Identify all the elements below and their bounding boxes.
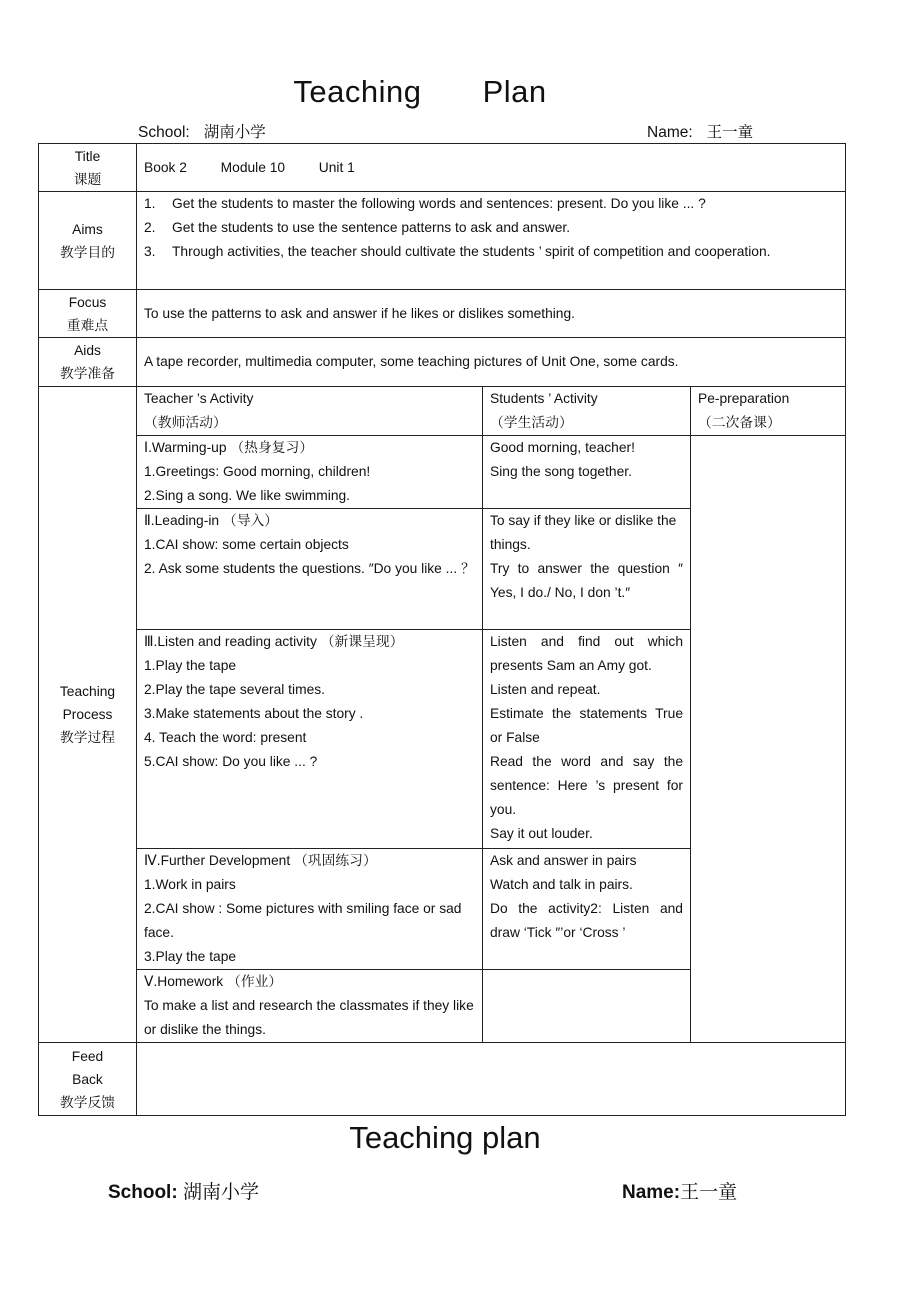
teacher-activity: Ⅳ.Further Development （巩固练习） 1.Work in pairs 2.CAI show : Some pictures with smiling face or sad face. 3.Play the tape bbox=[137, 849, 483, 970]
school-field bbox=[138, 120, 266, 142]
aims-list-cell bbox=[137, 192, 846, 290]
teacher-activity: Ⅰ.Warming-up （热身复习） 1.Greetings: Good morning, children! 2.Sing a song. We like swimming. bbox=[137, 436, 483, 509]
aim-item: 2. Get the students to use the sentence patterns to ask and answer. bbox=[144, 220, 571, 235]
process-section-warmup bbox=[39, 436, 846, 509]
title-value bbox=[137, 144, 846, 192]
label-title: Title 课题 bbox=[39, 144, 137, 192]
school-value: 湖南小学 bbox=[203, 124, 266, 141]
page2-title: Teaching plan bbox=[349, 1120, 541, 1155]
col-teacher-header: Teacher ’s Activity （教师活动） bbox=[137, 387, 483, 436]
page-title: Teaching Plan bbox=[293, 74, 547, 109]
section-heading: Ⅳ.Further Development （巩固练习） bbox=[144, 853, 377, 868]
aim-item: 3. Through activities, the teacher should cultivate the students ’ spirit of competition and cooperation. bbox=[144, 244, 771, 259]
students-activity: Good morning, teacher! Sing the song together. bbox=[483, 436, 691, 509]
label-focus: Focus 重难点 bbox=[39, 290, 137, 338]
aim-item: 1. Get the students to master the following words and sentences: present. Do you like ... ? bbox=[144, 196, 706, 211]
row-aids bbox=[39, 338, 846, 387]
teaching-plan-table bbox=[38, 143, 846, 1116]
students-activity: Listen and find out which presents Sam an Amy got. Listen and repeat. Estimate the statements True or False Read the word and say the sentence: Here ’s present for you. Say it out louder. bbox=[483, 630, 691, 849]
aids-text: A tape recorder, multimedia computer, some teaching pictures of Unit One, some cards. bbox=[137, 338, 846, 387]
section-heading: Ⅰ.Warming-up （热身复习） bbox=[144, 440, 314, 455]
row-aims bbox=[39, 192, 846, 290]
page2-name-field bbox=[622, 1177, 737, 1204]
module: Module 10 bbox=[220, 159, 286, 175]
section-heading: Ⅴ.Homework （作业） bbox=[144, 974, 283, 989]
prep-notes bbox=[691, 436, 846, 1043]
label-feedback: Feed Back 教学反馈 bbox=[39, 1043, 137, 1116]
students-activity bbox=[483, 970, 691, 1043]
page2-school-label: School: bbox=[108, 1182, 178, 1203]
unit: Unit 1 bbox=[318, 159, 355, 175]
name-label: Name: bbox=[647, 124, 693, 141]
label-process: Teaching Process 教学过程 bbox=[39, 387, 137, 1043]
col-students-header: Students ’ Activity （学生活动） bbox=[483, 387, 691, 436]
page2-name-label: Name: bbox=[622, 1182, 681, 1203]
teacher-activity: Ⅱ.Leading-in （导入） 1.CAI show: some certain objects 2. Ask some students the questions. ″Do you like ... ？ bbox=[137, 509, 483, 630]
school-label: School: bbox=[138, 124, 190, 141]
label-aids: Aids 教学准备 bbox=[39, 338, 137, 387]
row-process-header bbox=[39, 387, 846, 436]
row-focus bbox=[39, 290, 846, 338]
page2-name-value: 王一童 bbox=[680, 1182, 738, 1203]
row-feedback bbox=[39, 1043, 846, 1116]
page2-school-field bbox=[108, 1177, 259, 1204]
students-activity: To say if they like or dislike the things. Try to answer the question ″ Yes, I do./ No, I don ’t.″ bbox=[483, 509, 691, 630]
aims-list bbox=[144, 192, 838, 264]
row-title bbox=[39, 144, 846, 192]
label-aims: Aims 教学目的 bbox=[39, 192, 137, 290]
section-heading: Ⅲ.Listen and reading activity （新课呈现） bbox=[144, 634, 404, 649]
section-heading: Ⅱ.Leading-in （导入） bbox=[144, 513, 279, 528]
teacher-activity: Ⅴ.Homework （作业） To make a list and research the classmates if they like or dislike the things. bbox=[137, 970, 483, 1043]
book: Book 2 bbox=[144, 159, 187, 175]
students-activity: Ask and answer in pairs Watch and talk in pairs. Do the activity2: Listen and draw ‘Tick ″’or ‘Cross ’ bbox=[483, 849, 691, 970]
page2-school-value: 湖南小学 bbox=[182, 1182, 259, 1203]
focus-text: To use the patterns to ask and answer if he likes or dislikes something. bbox=[137, 290, 846, 338]
feedback-content bbox=[137, 1043, 846, 1116]
name-field bbox=[647, 120, 753, 142]
teacher-activity: Ⅲ.Listen and reading activity （新课呈现） 1.Play the tape 2.Play the tape several times. 3.Make statements about the story . 4. Teach the word: present 5.CAI show: Do you like ... ? bbox=[137, 630, 483, 849]
col-prep-header: Pe-preparation （二次备课） bbox=[691, 387, 846, 436]
name-value: 王一童 bbox=[706, 124, 754, 141]
